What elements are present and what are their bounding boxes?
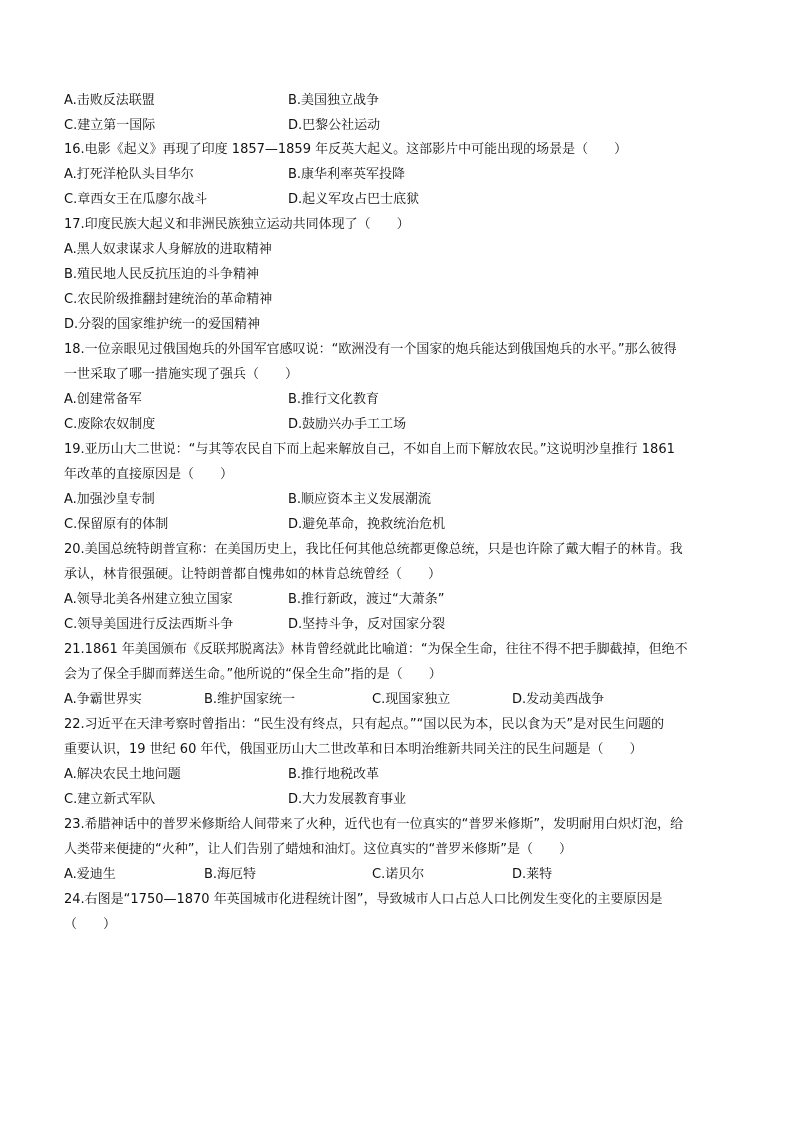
q17-option-a: A.黑人奴隶谋求人身解放的进取精神 [64,242,272,257]
q15-option-b: B.美国独立战争 [288,93,380,108]
q18-option-a: A.创建常备军 [64,392,142,407]
q21-option-d: D.发动美西战争 [512,692,605,707]
q18-option-d: D.鼓励兴办手工工场 [288,417,407,432]
q23-option-d: D.莱特 [512,867,553,882]
q22-option-b: B.推行地税改革 [288,767,380,782]
q16-option-c: C.章西女王在瓜廖尔战斗 [64,192,208,207]
q20-stem-line-2: 承认，林肯很强硬。让特朗普都自愧弗如的林肯总统曾经（ ） [64,567,442,582]
q20-option-a: A.领导北美各州建立独立国家 [64,592,233,607]
q15-option-d: D.巴黎公社运动 [288,118,381,133]
q17-stem: 17.印度民族大起义和非洲民族独立运动共同体现了（ ） [64,217,410,232]
q16-option-b: B.康华利率英军投降 [288,167,406,182]
q17-option-b: B.殖民地人民反抗压迫的斗争精神 [64,267,260,282]
q20-option-c: C.领导美国进行反法西斯斗争 [64,617,234,632]
q23-option-c: C.诺贝尔 [372,867,425,882]
q24-stem-line-2: （ ） [64,917,117,932]
q17-option-c: C.农民阶级推翻封建统治的革命精神 [64,292,273,307]
q15-option-c: C.建立第一国际 [64,118,156,133]
q20-option-d: D.坚持斗争，反对国家分裂 [288,617,446,632]
q23-stem-line-2: 人类带来便捷的“火种”，让人们告别了蜡烛和油灯。这位真实的“普罗米修斯”是（ ） [64,842,572,857]
q20-stem-line-1: 20.美国总统特朗普宣称：在美国历史上，我比任何其他总统都更像总统，只是也许除了戴大帽子的林肯。我 [64,542,683,557]
q19-option-b: B.顺应资本主义发展潮流 [288,492,432,507]
q22-stem-line-1: 22.习近平在天津考察时曾指出：“民生没有终点，只有起点。”“国以民为本，民以食为天”是对民生问题的 [64,717,665,732]
q21-stem-line-2: 会为了保全手脚而葬送生命。”他所说的“保全生命”指的是（ ） [64,667,442,682]
q22-option-d: D.大力发展教育事业 [288,792,407,807]
q17-option-d: D.分裂的国家维护统一的爱国精神 [64,317,261,332]
q22-option-a: A.解决农民土地问题 [64,767,181,782]
q20-option-b: B.推行新政，渡过“大萧条” [288,592,445,607]
q21-option-a: A.争霸世界实 [64,692,142,707]
q18-stem-line-2: 一世采取了哪一措施实现了强兵（ ） [64,367,299,382]
q21-stem-line-1: 21.1861 年美国颁布《反联邦脱离法》林肯曾经就此比喻道：“为保全生命，往往不得不把手脚截掉，但绝不 [64,642,688,657]
q24-stem-line-1: 24.右图是“1750—1870 年英国城市化进程统计图”，导致城市人口占总人口比例发生变化的主要原因是 [64,892,663,907]
q18-stem-line-1: 18.一位亲眼见过俄国炮兵的外国军官感叹说：“欧洲没有一个国家的炮兵能达到俄国炮兵的水平。”那么彼得 [64,342,677,357]
q23-stem-line-1: 23.希腊神话中的普罗米修斯给人间带来了火种，近代也有一位真实的“普罗米修斯”，发明耐用白炽灯泡，给 [64,817,684,832]
q21-option-c: C.现国家独立 [372,692,451,707]
q23-option-b: B.海厄特 [204,867,257,882]
q18-option-b: B.推行文化教育 [288,392,380,407]
q22-stem-line-2: 重要认识，19 世纪 60 年代，俄国亚历山大二世改革和日本明治维新共同关注的民生问题是（ ） [64,742,643,757]
q15-option-a: A.击败反法联盟 [64,93,155,108]
q16-stem: 16.电影《起义》再现了印度 1857—1859 年反英大起义。这部影片中可能出现的场景是（ ） [64,142,628,157]
q19-option-d: D.避免革命，挽救统治危机 [288,517,446,532]
q23-option-a: A.爱迪生 [64,867,116,882]
q18-option-c: C.废除农奴制度 [64,417,156,432]
q21-option-b: B.维护国家统一 [204,692,296,707]
q16-option-a: A.打死洋枪队头目华尔 [64,167,194,182]
q19-stem-line-2: 年改革的直接原因是（ ） [64,467,234,482]
q22-option-c: C.建立新式军队 [64,792,156,807]
q19-option-a: A.加强沙皇专制 [64,492,155,507]
q16-option-d: D.起义军攻占巴士底狱 [288,192,420,207]
q19-stem-line-1: 19.亚历山大二世说：“与其等农民自下而上起来解放自己，不如自上而下解放农民。”这说明沙皇推行 1861 [64,442,675,457]
q19-option-c: C.保留原有的体制 [64,517,169,532]
